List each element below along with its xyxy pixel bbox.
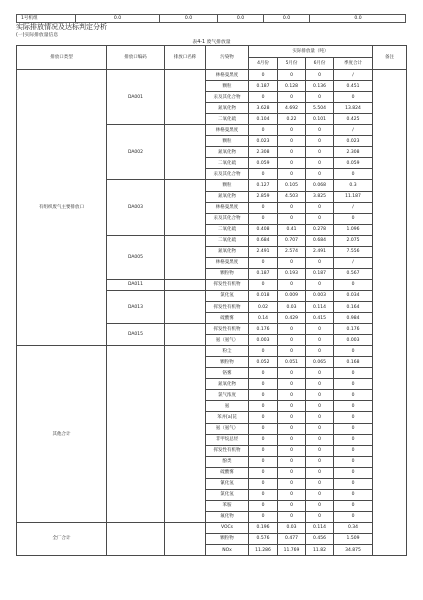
strip-value: 0.0 (217, 15, 263, 23)
monthly-value-cell: 0 (278, 324, 306, 335)
monthly-value-cell: 0 (249, 456, 278, 467)
table-row (17, 346, 407, 357)
header-note: 备注 (373, 46, 407, 70)
note-cell (373, 70, 407, 556)
monthly-value-cell: 2.574 (278, 246, 306, 257)
quarter-total-cell: 0.023 (334, 136, 373, 147)
monthly-value-cell: 2.491 (306, 246, 334, 257)
table-row (17, 70, 407, 81)
quarter-total-cell: 1.509 (334, 533, 373, 544)
monthly-value-cell: 0.684 (306, 235, 334, 246)
monthly-value-cell: 0 (306, 500, 334, 511)
monthly-value-cell: 0 (278, 390, 306, 401)
monthly-value-cell: 11.769 (278, 545, 306, 556)
monthly-value-cell: 0 (278, 368, 306, 379)
monthly-value-cell: 0 (278, 445, 306, 456)
quarter-total-cell: 0 (334, 279, 373, 290)
monthly-value-cell: 0 (306, 445, 334, 456)
quarter-total-cell: 11.187 (334, 191, 373, 202)
monthly-value-cell: 0.023 (249, 136, 278, 147)
quarter-total-cell: 0 (334, 500, 373, 511)
outlet-code-cell: DA011 (107, 279, 165, 290)
pollutant-cell: 氮氧化物 (206, 246, 249, 257)
monthly-value-cell: 0 (249, 169, 278, 180)
quarter-total-cell: 0 (334, 423, 373, 434)
monthly-value-cell: 2.308 (249, 147, 278, 158)
outlet-name-cell (165, 279, 206, 290)
quarter-total-cell: 0 (334, 456, 373, 467)
monthly-value-cell: 0 (306, 279, 334, 290)
pollutant-cell: 挥发性有机物 (206, 279, 249, 290)
outlet-code-cell (107, 522, 165, 555)
monthly-value-cell: 0.114 (306, 301, 334, 312)
pollutant-cell: 氮氧化物 (206, 379, 249, 390)
pollutant-cell: 非甲烷总烃 (206, 434, 249, 445)
monthly-value-cell: 0.684 (249, 235, 278, 246)
monthly-value-cell: 0 (249, 445, 278, 456)
pollutant-cell: 氟化物 (206, 511, 249, 522)
monthly-value-cell: 0 (306, 169, 334, 180)
monthly-value-cell: 0.136 (306, 81, 334, 92)
quarter-total-cell: 0 (334, 169, 373, 180)
monthly-value-cell: 0 (306, 511, 334, 522)
quarter-total-cell: 0.34 (334, 522, 373, 533)
quarter-total-cell: / (334, 70, 373, 81)
quarter-total-cell: 0 (334, 213, 373, 224)
quarter-total-cell: 0 (334, 401, 373, 412)
monthly-value-cell: 0 (278, 147, 306, 158)
monthly-value-cell: 0 (306, 202, 334, 213)
monthly-value-cell: 0.068 (306, 180, 334, 191)
monthly-value-cell: 0.018 (249, 290, 278, 301)
monthly-value-cell: 0 (249, 511, 278, 522)
quarter-total-cell: 34.875 (334, 545, 373, 556)
header-pollutant: 污染物 (206, 46, 249, 70)
monthly-value-cell: 0 (306, 390, 334, 401)
monthly-value-cell: 0 (306, 456, 334, 467)
pollutant-cell: 颗粒物 (206, 357, 249, 368)
quarter-total-cell: 0.3 (334, 180, 373, 191)
monthly-value-cell: 11.286 (249, 545, 278, 556)
quarter-total-cell: 2.075 (334, 235, 373, 246)
quarter-total-cell: 0.059 (334, 158, 373, 169)
outlet-code-cell: DA005 (107, 235, 165, 279)
monthly-value-cell: 3.628 (249, 103, 278, 114)
pollutant-cell: 林格曼黑度 (206, 202, 249, 213)
quarter-total-cell: 0.451 (334, 81, 373, 92)
quarter-total-cell: 0.567 (334, 268, 373, 279)
outlet-name-cell (165, 346, 206, 523)
monthly-value-cell: 0.059 (249, 158, 278, 169)
quarter-total-cell: 0.425 (334, 114, 373, 125)
monthly-value-cell: 0 (278, 136, 306, 147)
outlet-code-cell: DA003 (107, 180, 165, 235)
monthly-value-cell: 0 (306, 368, 334, 379)
monthly-value-cell: 0 (249, 478, 278, 489)
monthly-value-cell: 0 (306, 213, 334, 224)
monthly-value-cell: 0 (306, 147, 334, 158)
pollutant-cell: 氰化氢 (206, 478, 249, 489)
strip-value: 0.0 (263, 15, 309, 23)
monthly-value-cell: 0 (278, 379, 306, 390)
monthly-value-cell: 0.278 (306, 224, 334, 235)
monthly-value-cell: 0 (249, 279, 278, 290)
header-name: 排放口名称 (165, 46, 206, 70)
quarter-total-cell: 0.176 (334, 324, 373, 335)
monthly-value-cell: 0 (249, 125, 278, 136)
monthly-value-cell: 0.408 (249, 224, 278, 235)
pollutant-cell: 氨 (206, 401, 249, 412)
monthly-value-cell: 0 (278, 434, 306, 445)
monthly-value-cell: 0 (306, 158, 334, 169)
monthly-value-cell: 0.128 (278, 81, 306, 92)
pollutant-cell: 二氧化硫 (206, 235, 249, 246)
quarter-total-cell: 0 (334, 390, 373, 401)
pollutant-cell: 氮氧化物 (206, 147, 249, 158)
pollutant-cell: 氨（氨气） (206, 335, 249, 346)
monthly-value-cell: 0.41 (278, 224, 306, 235)
monthly-value-cell: 0.114 (306, 522, 334, 533)
monthly-value-cell: 0.477 (278, 533, 306, 544)
monthly-value-cell: 0 (278, 478, 306, 489)
monthly-value-cell: 0.03 (278, 301, 306, 312)
quarter-total-cell: 0 (334, 489, 373, 500)
monthly-value-cell: 0.101 (306, 114, 334, 125)
monthly-value-cell: 2.491 (249, 246, 278, 257)
pollutant-cell: 颗粒物 (206, 268, 249, 279)
strip-value: 0.0 (75, 15, 159, 23)
monthly-value-cell: 0 (278, 489, 306, 500)
monthly-value-cell: 0 (249, 489, 278, 500)
outlet-name-cell (165, 235, 206, 279)
monthly-value-cell: 0 (306, 489, 334, 500)
pollutant-cell: 氯化氢 (206, 489, 249, 500)
monthly-value-cell: 0.009 (278, 290, 306, 301)
pollutant-cell: 挥发性有机物 (206, 301, 249, 312)
pollutant-cell: 苯并[a]芘 (206, 412, 249, 423)
monthly-value-cell: 0 (249, 379, 278, 390)
strip-value: 0.0 (309, 15, 406, 23)
pollutant-cell: 颗粒 (206, 136, 249, 147)
quarter-total-cell: 7.556 (334, 246, 373, 257)
quarter-total-cell: 0 (334, 346, 373, 357)
monthly-value-cell: 0 (306, 136, 334, 147)
quarter-total-cell: 0 (334, 467, 373, 478)
pollutant-cell: 二氧化硫 (206, 114, 249, 125)
monthly-value-cell: 0 (249, 412, 278, 423)
pollutant-cell: 氯气浓度 (206, 390, 249, 401)
quarter-total-cell: 0 (334, 92, 373, 103)
quarter-total-cell: 0.168 (334, 357, 373, 368)
pollutant-cell: 挥发性有机物 (206, 445, 249, 456)
pollutant-cell: 粉尘 (206, 346, 249, 357)
monthly-value-cell: 0 (306, 92, 334, 103)
pollutant-cell: NOx (206, 545, 249, 556)
sub-title: (一)实际排放量信息 (16, 33, 59, 38)
monthly-value-cell: 0 (249, 434, 278, 445)
monthly-value-cell: 0 (249, 213, 278, 224)
monthly-value-cell: 0 (306, 257, 334, 268)
header-actual: 实际排放量（吨） (249, 46, 373, 58)
table-row (17, 522, 407, 533)
monthly-value-cell: 0.576 (249, 533, 278, 544)
monthly-value-cell: 0.193 (278, 268, 306, 279)
pollutant-cell: 颗粒 (206, 81, 249, 92)
monthly-value-cell: 0.707 (278, 235, 306, 246)
monthly-value-cell: 5.504 (306, 103, 334, 114)
monthly-value-cell: 0.187 (306, 268, 334, 279)
monthly-value-cell: 0.14 (249, 313, 278, 324)
monthly-value-cell: 0.065 (306, 357, 334, 368)
quarter-total-cell: 2.308 (334, 147, 373, 158)
quarter-total-cell: 0 (334, 445, 373, 456)
header-q-total: 季度合计 (334, 58, 373, 70)
monthly-value-cell: 0 (249, 390, 278, 401)
monthly-value-cell: 0 (249, 500, 278, 511)
pollutant-cell: 汞及其化合物 (206, 169, 249, 180)
monthly-value-cell: 0.176 (249, 324, 278, 335)
monthly-value-cell: 0 (249, 346, 278, 357)
monthly-value-cell: 0 (278, 213, 306, 224)
monthly-value-cell: 0.104 (249, 114, 278, 125)
quarter-total-cell: 0 (334, 412, 373, 423)
pollutant-cell: 氯化氢 (206, 290, 249, 301)
pollutant-cell: 二氧化硫 (206, 158, 249, 169)
outlet-code-cell: DA015 (107, 324, 165, 346)
pollutant-cell: 苯胺 (206, 500, 249, 511)
monthly-value-cell: 0.187 (249, 81, 278, 92)
pollutant-cell: 硫酸雾 (206, 467, 249, 478)
pollutant-cell: 林格曼黑度 (206, 257, 249, 268)
pollutant-cell: 汞及其化合物 (206, 213, 249, 224)
pollutant-cell: 二氧化硫 (206, 224, 249, 235)
pollutant-cell: 颗粒 (206, 180, 249, 191)
monthly-value-cell: 0 (249, 257, 278, 268)
quarter-total-cell: 0 (334, 379, 373, 390)
table-body (17, 70, 407, 556)
monthly-value-cell: 0 (278, 467, 306, 478)
monthly-value-cell: 3.825 (306, 191, 334, 202)
quarter-total-cell: 0 (334, 511, 373, 522)
pollutant-cell: 铬雾 (206, 368, 249, 379)
monthly-value-cell: 0.051 (278, 357, 306, 368)
quarter-total-cell: / (334, 125, 373, 136)
outlet-type-cell: 全厂合计 (17, 522, 107, 555)
quarter-total-cell: 0.164 (334, 301, 373, 312)
monthly-value-cell: 0 (306, 335, 334, 346)
monthly-value-cell: 0 (306, 125, 334, 136)
monthly-value-cell: 0 (278, 92, 306, 103)
quarter-total-cell: / (334, 202, 373, 213)
header-jun: 6月份 (306, 58, 334, 70)
quarter-total-cell: 1.096 (334, 224, 373, 235)
header-code: 排放口编码 (107, 46, 165, 70)
pollutant-cell: 氮氧化物 (206, 103, 249, 114)
monthly-value-cell: 0.456 (306, 533, 334, 544)
monthly-value-cell: 0 (306, 478, 334, 489)
monthly-value-cell: 0 (278, 202, 306, 213)
monthly-value-cell: 0 (278, 335, 306, 346)
monthly-value-cell: 0 (306, 70, 334, 81)
monthly-value-cell: 0.415 (306, 313, 334, 324)
monthly-value-cell: 0 (306, 467, 334, 478)
monthly-value-cell: 0 (278, 70, 306, 81)
outlet-type-cell: 其他合计 (17, 346, 107, 523)
outlet-code-cell: DA002 (107, 125, 165, 180)
monthly-value-cell: 0 (306, 434, 334, 445)
monthly-value-cell: 0.003 (306, 290, 334, 301)
quarter-total-cell: 0.003 (334, 335, 373, 346)
monthly-value-cell: 0 (278, 346, 306, 357)
pollutant-cell: 氨（氨气） (206, 423, 249, 434)
quarter-total-cell: 0.984 (334, 313, 373, 324)
header-type: 排放口类型 (17, 46, 107, 70)
monthly-value-cell: 0 (249, 368, 278, 379)
monthly-value-cell: 0 (306, 324, 334, 335)
monthly-value-cell: 0 (249, 423, 278, 434)
monthly-value-cell: 0 (249, 92, 278, 103)
monthly-value-cell: 0 (249, 202, 278, 213)
monthly-value-cell: 0.003 (249, 335, 278, 346)
monthly-value-cell: 0 (278, 257, 306, 268)
quarter-total-cell: 0 (334, 434, 373, 445)
quarter-total-cell: 0 (334, 478, 373, 489)
monthly-value-cell: 0 (278, 412, 306, 423)
monthly-value-cell: 0 (306, 423, 334, 434)
outlet-type-cell: 有组织废气主要排放口 (17, 70, 107, 346)
monthly-value-cell: 0.02 (249, 301, 278, 312)
outlet-code-cell: DA013 (107, 290, 165, 323)
monthly-value-cell: 0 (278, 279, 306, 290)
monthly-value-cell: 0 (249, 401, 278, 412)
monthly-value-cell: 11.82 (306, 545, 334, 556)
outlet-code-cell: DA001 (107, 70, 165, 125)
monthly-value-cell: 0.196 (249, 522, 278, 533)
quarter-total-cell: 13.824 (334, 103, 373, 114)
outlet-code-cell (107, 346, 165, 523)
quarter-total-cell: / (334, 257, 373, 268)
strip-value: 0.0 (159, 15, 217, 23)
monthly-value-cell: 0 (278, 456, 306, 467)
outlet-name-cell (165, 70, 206, 125)
pollutant-cell: 氮氧化物 (206, 191, 249, 202)
pollutant-cell: 汞及其化合物 (206, 92, 249, 103)
pollutant-cell: 颗粒物 (206, 533, 249, 544)
monthly-value-cell: 0.187 (249, 268, 278, 279)
monthly-value-cell: 0 (249, 70, 278, 81)
pollutant-cell: 林格曼黑度 (206, 125, 249, 136)
section-title: 实际排放情况及达标判定分析 (16, 23, 107, 31)
outlet-name-cell (165, 324, 206, 346)
pollutant-cell: VOCs (206, 522, 249, 533)
monthly-value-cell: 0 (306, 379, 334, 390)
table-caption: 表4-1 废气排放量 (192, 40, 231, 45)
outlet-name-cell (165, 180, 206, 235)
monthly-value-cell: 0.127 (249, 180, 278, 191)
monthly-value-cell: 0 (278, 169, 306, 180)
outlet-name-cell (165, 125, 206, 180)
pollutant-cell: 酚类 (206, 456, 249, 467)
previous-table-tail (16, 14, 406, 23)
unit-label: 1号机组 (21, 16, 38, 21)
monthly-value-cell: 0 (306, 346, 334, 357)
outlet-name-cell (165, 290, 206, 323)
monthly-value-cell: 0.105 (278, 180, 306, 191)
quarter-total-cell: 0 (334, 368, 373, 379)
monthly-value-cell: 2.859 (249, 191, 278, 202)
header-apr: 4月份 (249, 58, 278, 70)
monthly-value-cell: 0 (278, 511, 306, 522)
monthly-value-cell: 0 (278, 401, 306, 412)
monthly-value-cell: 0 (306, 412, 334, 423)
monthly-value-cell: 0 (249, 467, 278, 478)
monthly-value-cell: 0.22 (278, 114, 306, 125)
monthly-value-cell: 0 (306, 401, 334, 412)
monthly-value-cell: 0 (278, 158, 306, 169)
monthly-value-cell: 0 (278, 500, 306, 511)
monthly-value-cell: 4.503 (278, 191, 306, 202)
quarter-total-cell: 0.034 (334, 290, 373, 301)
monthly-value-cell: 0 (278, 125, 306, 136)
emissions-table (16, 45, 407, 556)
pollutant-cell: 硫酸雾 (206, 313, 249, 324)
monthly-value-cell: 0 (278, 423, 306, 434)
header-may: 5月份 (278, 58, 306, 70)
outlet-name-cell (165, 522, 206, 555)
monthly-value-cell: 0.052 (249, 357, 278, 368)
monthly-value-cell: 4.692 (278, 103, 306, 114)
pollutant-cell: 林格曼黑度 (206, 70, 249, 81)
monthly-value-cell: 0.429 (278, 313, 306, 324)
pollutant-cell: 挥发性有机物 (206, 324, 249, 335)
monthly-value-cell: 0.03 (278, 522, 306, 533)
